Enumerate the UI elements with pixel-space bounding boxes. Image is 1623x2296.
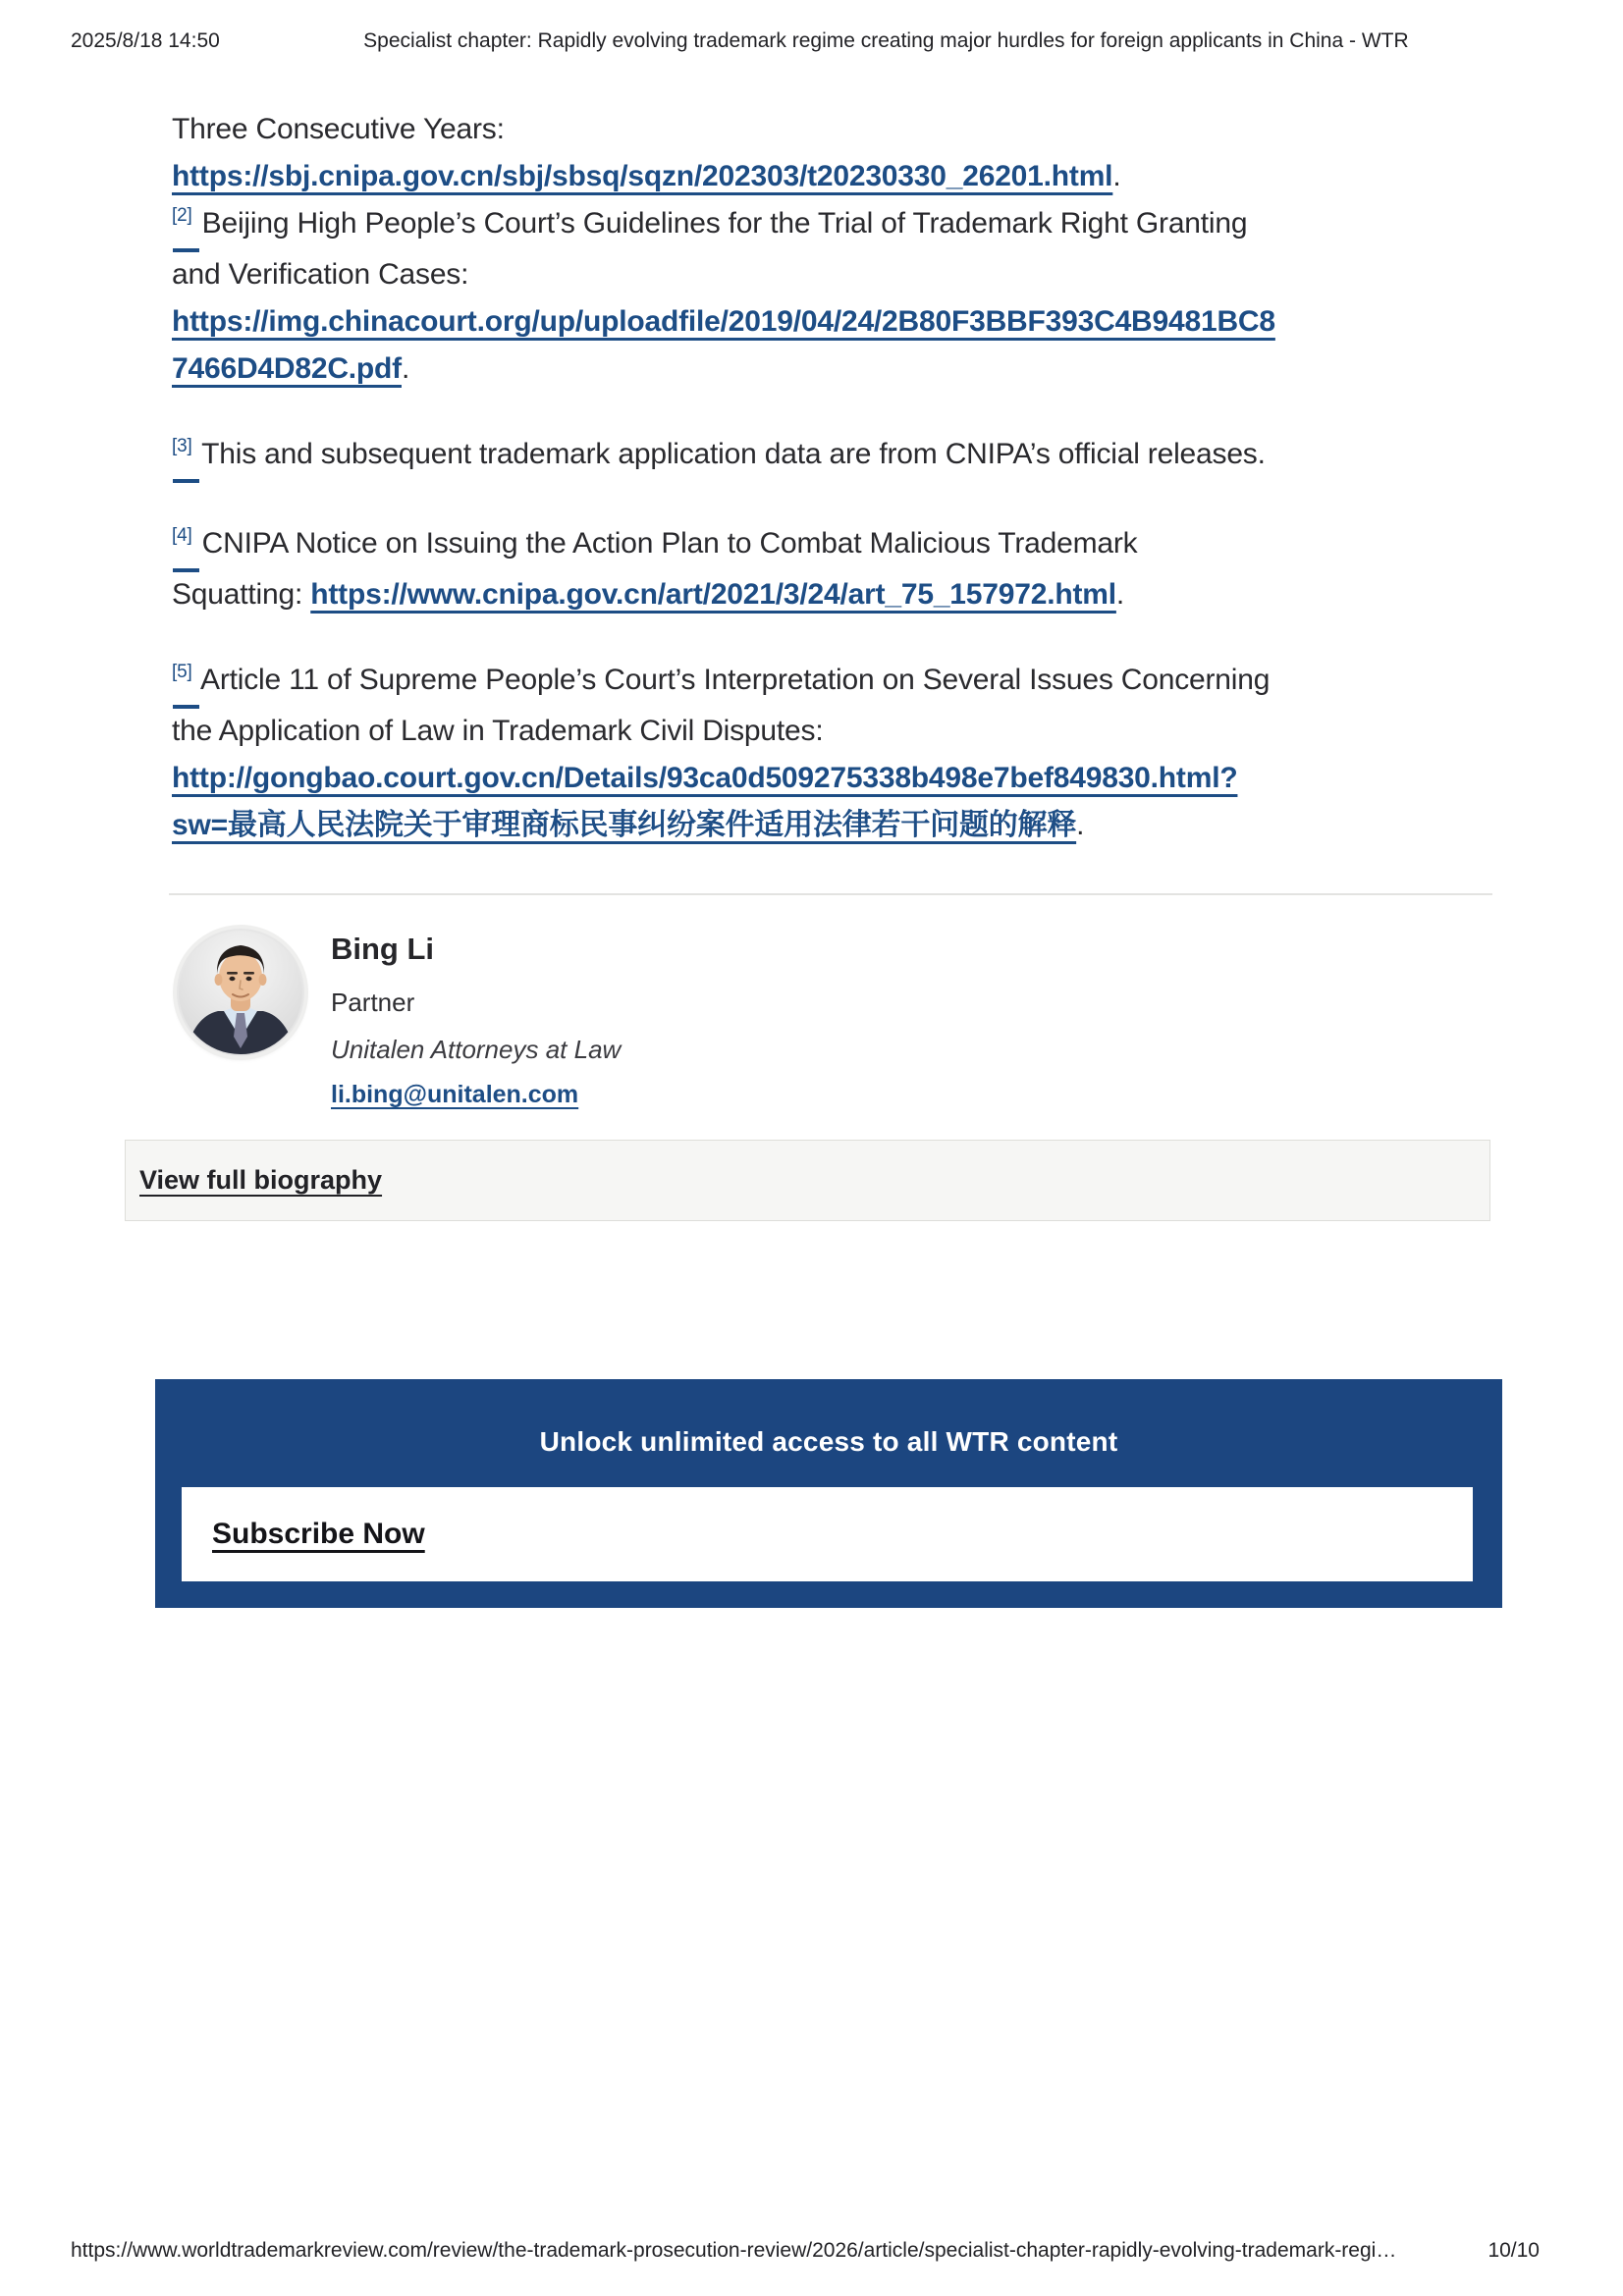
footnote-text: . <box>1112 160 1121 192</box>
footnote-line <box>172 346 1497 393</box>
view-full-biography-label: View full biography <box>139 1165 383 1195</box>
footnote-paragraph <box>172 431 1497 482</box>
footnote-line <box>172 106 1497 153</box>
footnote-link[interactable]: https://www.cnipa.gov.cn/art/2021/3/24/art_75_157972.html <box>310 578 1116 611</box>
view-full-biography-button[interactable] <box>125 1140 1490 1221</box>
footnote-line <box>172 802 1497 849</box>
footnote-line <box>172 298 1497 346</box>
footnote-line <box>172 657 1497 708</box>
footnote-marker: [5] <box>172 649 192 696</box>
footnote-text: Beijing High People’s Court’s Guidelines for the Trial of Trademark Right Granting <box>193 207 1248 240</box>
author-email-link[interactable]: li.bing@unitalen.com <box>331 1081 579 1108</box>
author-portrait-photo <box>177 929 304 1056</box>
footnote-line <box>172 708 1497 755</box>
document-title: Specialist chapter: Rapidly evolving trademark regime creating major hurdles for foreign applicants in China - WTR <box>363 29 1409 52</box>
footnote-link[interactable]: http://gongbao.court.gov.cn/Details/93ca0d509275338b498e7bef849830.html? <box>172 762 1238 794</box>
footnote-text: the Application of Law in Trademark Civil Disputes: <box>172 715 824 747</box>
footnote-text: Three Consecutive Years: <box>172 113 505 145</box>
footnote-line <box>172 200 1497 251</box>
footnote-text: Article 11 of Supreme People’s Court’s Interpretation on Several Issues Concerning <box>193 664 1271 696</box>
footnote-link[interactable]: https://sbj.cnipa.gov.cn/sbj/sbsq/sqzn/202303/t20230330_26201.html <box>172 160 1113 192</box>
source-url: https://www.worldtrademarkreview.com/review/the-trademark-prosecution-review/2026/article/specialist-chapter-rapidly-evolving-trademark-regi… <box>71 2239 1397 2262</box>
footnote-marker: [2] <box>172 192 192 240</box>
footnote-line <box>172 520 1497 571</box>
footnote-line <box>172 153 1497 200</box>
subscription-banner <box>155 1379 1502 1608</box>
footnote-text: Squatting: <box>172 578 311 611</box>
footnote-text: . <box>1076 809 1085 841</box>
footnote-paragraph <box>172 520 1497 618</box>
footnote-link[interactable]: 7466D4D82C.pdf <box>172 352 402 385</box>
footnote-marker: [3] <box>172 423 192 470</box>
footnote-paragraph <box>172 657 1497 849</box>
print-footer <box>71 2239 1540 2263</box>
footnote-paragraph <box>172 106 1497 393</box>
footnote-link[interactable]: sw=最高人民法院关于审理商标民事纠纷案件适用法律若干问题的解释 <box>172 809 1077 841</box>
footnote-line <box>172 251 1497 298</box>
footnote-text: and Verification Cases: <box>172 258 469 291</box>
print-header <box>71 29 1552 53</box>
footnote-line <box>172 571 1497 618</box>
section-divider <box>169 893 1492 895</box>
footnote-text: . <box>401 352 410 385</box>
author-name: Bing Li <box>331 932 435 966</box>
footnote-line <box>172 431 1497 482</box>
page-number: 10/10 <box>1488 2239 1540 2262</box>
author-role: Partner <box>331 988 415 1017</box>
footnote-text: This and subsequent trademark application data are from CNIPA’s official releases. <box>193 438 1266 470</box>
footnotes <box>172 106 1497 887</box>
author-firm: Unitalen Attorneys at Law <box>331 1035 622 1064</box>
footnote-marker: [4] <box>172 512 192 560</box>
subscribe-now-button[interactable] <box>182 1487 1473 1581</box>
footnote-line <box>172 755 1497 802</box>
footnote-link[interactable]: https://img.chinacourt.org/up/uploadfile/2019/04/24/2B80F3BBF393C4B9481BC8 <box>172 305 1275 338</box>
footnote-text: . <box>1115 578 1125 611</box>
subscribe-now-label: Subscribe Now <box>212 1518 425 1550</box>
footnote-text: CNIPA Notice on Issuing the Action Plan to Combat Malicious Trademark <box>193 527 1138 560</box>
author-avatar <box>177 929 304 1056</box>
banner-headline: Unlock unlimited access to all WTR content <box>539 1426 1118 1457</box>
print-datetime: 2025/8/18 14:50 <box>71 29 220 52</box>
author-info <box>331 927 621 1109</box>
